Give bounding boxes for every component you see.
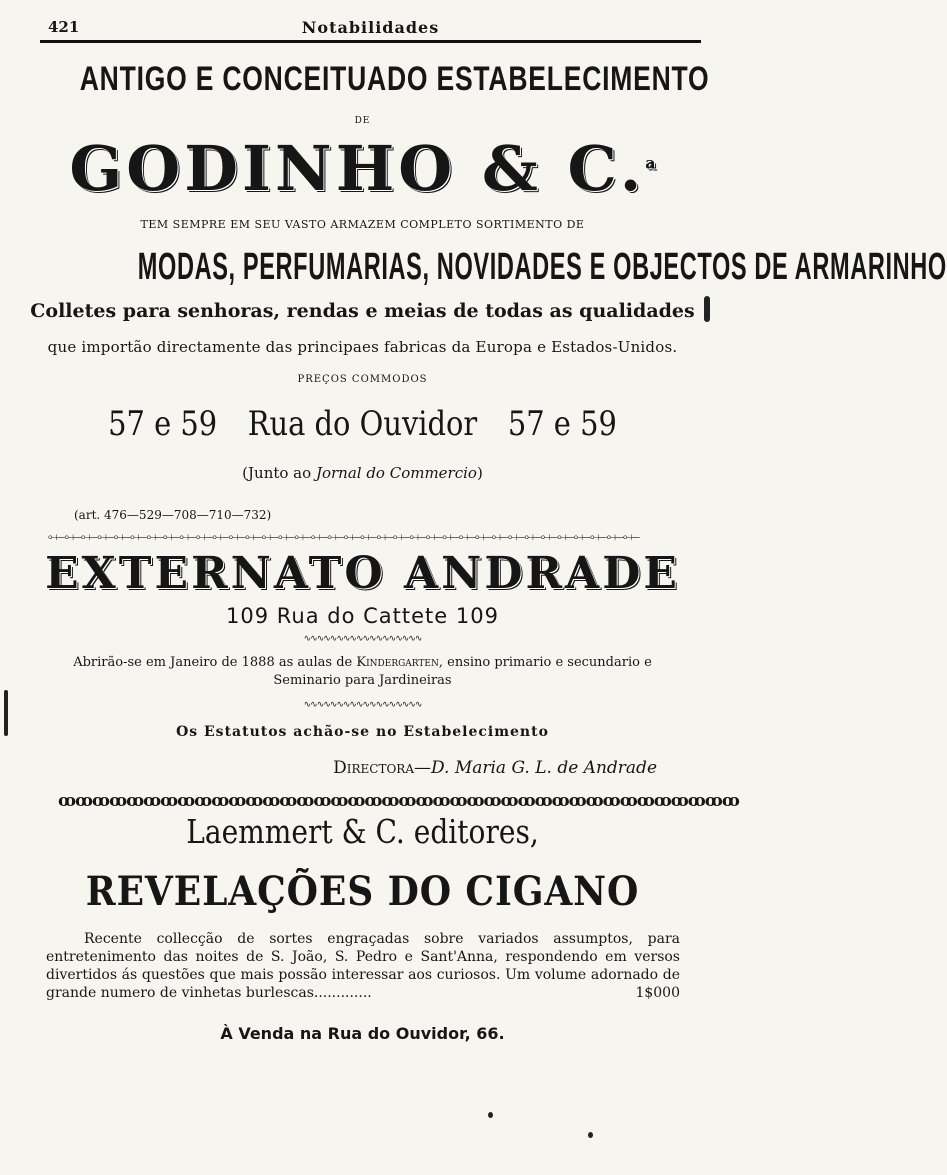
ornament-border-loops: ꝏꝏꝏꝏꝏꝏꝏꝏꝏꝏꝏꝏꝏꝏꝏꝏꝏꝏꝏꝏꝏꝏꝏꝏꝏꝏꝏꝏꝏꝏꝏꝏꝏꝏꝏꝏꝏꝏꝏꝏ <box>58 791 739 811</box>
running-header <box>40 14 701 43</box>
running-title: Notabilidades <box>301 18 440 37</box>
ink-spot <box>588 1132 593 1138</box>
book-description: Recente collecção de sortes engraçadas sobre variados assumptos, para entretenimento das noites de S. João, S. Pedro e Sant'Anna, respondendo em versos divertidos ás questões que mais possão interessar aos curiosos. Um volume adornado de grande numero de vinhetas burlescas............. 1$000 <box>46 931 680 1001</box>
ink-spot <box>488 1112 493 1118</box>
ink-smudge <box>4 690 8 736</box>
externato-title: EXTERNATO ANDRADE <box>45 548 680 599</box>
ad-prices: PREÇOS COMMODOS <box>297 374 428 385</box>
article-refs: (art. 476—529—708—710—732) <box>74 508 272 522</box>
ad-imports: que importão directamente das principaes fabricas da Europa e Estados-Unidos. <box>47 338 678 356</box>
wave-rule: ∿∿∿∿∿∿∿∿∿∿∿∿∿∿∿∿∿∿ <box>303 634 422 644</box>
externato-director: Directora—D. Maria G. L. de Andrade <box>333 758 657 778</box>
page-number: 421 <box>48 18 80 36</box>
book-title: REVELAÇÕES DO CIGANO <box>85 868 640 915</box>
ad-near: (Junto ao Jornal do Commercio) <box>242 464 483 482</box>
ad-headline: ANTIGO E CONCEITUADO ESTABELECIMENTO <box>79 60 710 98</box>
externato-statutes: Os Estatutos achão-se no Estabelecimento <box>176 724 549 740</box>
externato-address: 109 Rua do Cattete 109 <box>226 604 499 628</box>
ad-de: DE <box>354 116 371 126</box>
book-price: 1$000 <box>635 985 680 1001</box>
ornament-border-chain: ⟜⟝⟜⟝⟜⟝⟜⟝⟜⟝⟜⟝⟜⟝⟜⟝⟜⟝⟜⟝⟜⟝⟜⟝⟜⟝⟜⟝⟜⟝⟜⟝⟜⟝⟜⟝⟜⟝⟜⟝⟜⟝⟜⟝⟜⟝⟜⟝⟜⟝⟜⟝⟜⟝⟜⟝⟜⟝⟜⟝⟜⟝⟜⟝⟜⟝⟜⟝⟜⟝⟜⟝ <box>48 530 640 543</box>
firm-name: GODINHO & C.$^a$ <box>69 132 656 205</box>
externato-body: Abrirão-se em Janeiro de 1888 as aulas de Kindergarten, ensino primario e secundario e Seminario para Jardineiras <box>73 655 652 688</box>
firm-suffix: a <box>645 153 656 173</box>
ad-tagline: TEM SEMPRE EM SEU VASTO ARMAZEM COMPLETO SORTIMENTO DE <box>140 218 585 231</box>
sale-location: À Venda na Rua do Ouvidor, 66. <box>220 1024 505 1043</box>
ad-goods: MODAS, PERFUMARIAS, NOVIDADES E OBJECTOS DE ARMARINHO <box>137 246 947 288</box>
ad-address: 57 e 59 Rua do Ouvidor 57 e 59 <box>108 404 617 444</box>
ink-smudge <box>704 296 710 322</box>
ad-subline: Colletes para senhoras, rendas e meias de todas as qualidades <box>30 300 695 322</box>
publisher-name: Laemmert & C. editores, <box>186 812 539 851</box>
wave-rule-2: ∿∿∿∿∿∿∿∿∿∿∿∿∿∿∿∿∿∿ <box>303 700 422 710</box>
